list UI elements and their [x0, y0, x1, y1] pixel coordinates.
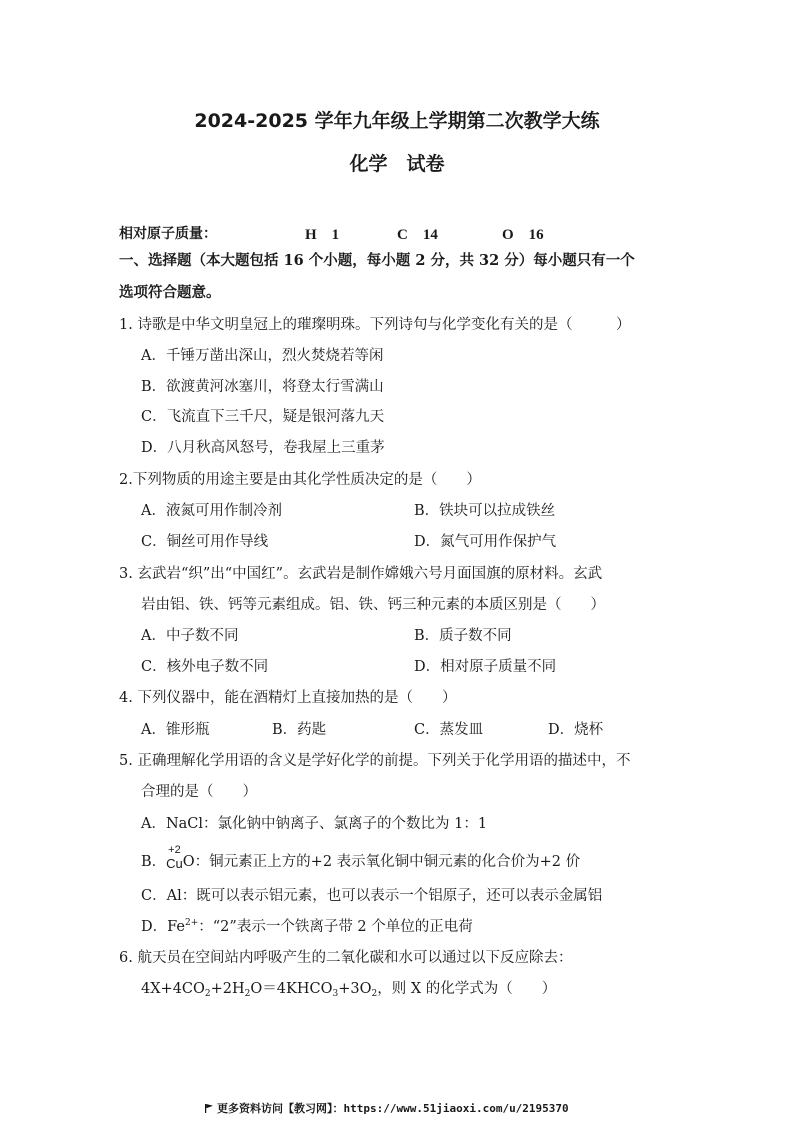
eq-subscript: 2	[371, 989, 378, 999]
eq-part: +3O	[338, 981, 372, 997]
question-5-stem-cont: 合理的是（ ）	[141, 784, 257, 800]
question-4-option-b: B．药匙	[272, 722, 327, 738]
question-5-option-c: C．Al：既可以表示铝元素，也可以表示一个铝原子，还可以表示金属铝	[141, 888, 603, 904]
atomic-mass-c: C 14	[397, 227, 438, 243]
section-heading: 一、选择题（本大题包括 16 个小题，每小题 2 分，共 32 分）每小题只有一个	[119, 252, 635, 269]
option-b-prefix: B．	[141, 854, 167, 870]
question-1-option-d: D．八月秋高风怒号，卷我屋上三重茅	[141, 440, 385, 456]
question-3-option-c: C．核外电子数不同	[141, 659, 269, 675]
copper-symbol: Cu	[166, 856, 183, 871]
eq-part: +2H	[210, 981, 245, 997]
section-heading-cont: 选项符合题意。	[119, 284, 221, 301]
question-3-stem-cont: 岩由铝、铁、钙等元素组成。铝、铁、钙三种元素的本质区别是（ ）	[141, 597, 605, 613]
question-2-option-c: C．铜丝可用作导线	[141, 534, 269, 550]
eq-subscript: 3	[332, 989, 339, 999]
option-b-text: O：铜元素正上方的+2 表示氧化铜中铜元素的化合价为+2 价	[182, 854, 581, 870]
question-3-option-b: B．质子数不同	[414, 628, 512, 644]
atomic-mass-label: 相对原子质量：	[119, 226, 217, 242]
question-5-option-a: A．NaCl：氯化钠中钠离子、氯离子的个数比为 1：1	[141, 816, 488, 832]
question-4-option-c: C．蒸发皿	[414, 722, 484, 738]
atomic-mass-h: H 1	[305, 227, 340, 243]
question-2-stem: 2.下列物质的用途主要是由其化学性质决定的是（ ）	[119, 472, 481, 488]
copper-valence: +2	[168, 844, 181, 856]
eq-part: O＝4KHCO	[250, 981, 333, 997]
question-1-option-a: A．千锤万凿出深山，烈火焚烧若等闲	[141, 348, 384, 364]
question-1-option-c: C．飞流直下三千尺，疑是银河落九天	[141, 409, 385, 425]
question-5-option-d	[141, 915, 473, 936]
question-6-equation	[141, 977, 556, 999]
copper-valence-symbol	[166, 844, 183, 871]
atomic-mass-row	[119, 223, 544, 243]
iron-ion-charge: 2+	[184, 918, 199, 928]
eq-subscript: 2	[204, 989, 211, 999]
question-2-option-b: B．铁块可以拉成铁丝	[414, 503, 556, 519]
question-1-stem: 1. 诗歌是中华文明皇冠上的璀璨明珠。下列诗句与化学变化有关的是（ ）	[119, 317, 631, 333]
question-5-option-b	[141, 844, 581, 871]
question-4-option-d: D．烧杯	[548, 722, 604, 738]
question-2-option-a: A．液氮可用作制冷剂	[141, 503, 282, 519]
eq-part: 4X+4CO	[141, 981, 205, 997]
option-d-prefix: D．Fe	[141, 919, 185, 935]
question-2-option-d: D．氮气可用作保护气	[414, 534, 557, 550]
page-subtitle: 化学 试卷	[349, 153, 445, 175]
flag-icon	[205, 1104, 213, 1113]
atomic-mass-o: O 16	[502, 227, 544, 243]
page-title: 2024-2025 学年九年级上学期第二次教学大练	[194, 110, 600, 132]
eq-subscript: 2	[244, 989, 251, 999]
footer-text: 更多资料访问【教习网】：https://www.51jiaoxi.com/u/2195370	[217, 1102, 569, 1115]
question-1-option-b: B．欲渡黄河冰塞川，将登太行雪满山	[141, 379, 384, 395]
question-3-option-a: A．中子数不同	[141, 628, 239, 644]
footer-link[interactable]	[205, 1100, 569, 1116]
question-4-stem: 4. 下列仪器中，能在酒精灯上直接加热的是（ ）	[119, 690, 457, 706]
question-3-option-d: D．相对原子质量不同	[414, 659, 557, 675]
question-6-stem: 6. 航天员在空间站内呼吸产生的二氧化碳和水可以通过以下反应除去：	[119, 950, 573, 966]
eq-part: ，则 X 的化学式为（ ）	[377, 981, 557, 997]
question-4-option-a: A．锥形瓶	[141, 722, 210, 738]
option-d-text: ：“2”表示一个铁离子带 2 个单位的正电荷	[198, 919, 473, 935]
question-5-stem: 5. 正确理解化学用语的含义是学好化学的前提。下列关于化学用语的描述中，不	[119, 753, 631, 769]
question-3-stem: 3. 玄武岩“织”出“中国红”。玄武岩是制作嫦娥六号月面国旗的原材料。玄武	[119, 566, 603, 582]
